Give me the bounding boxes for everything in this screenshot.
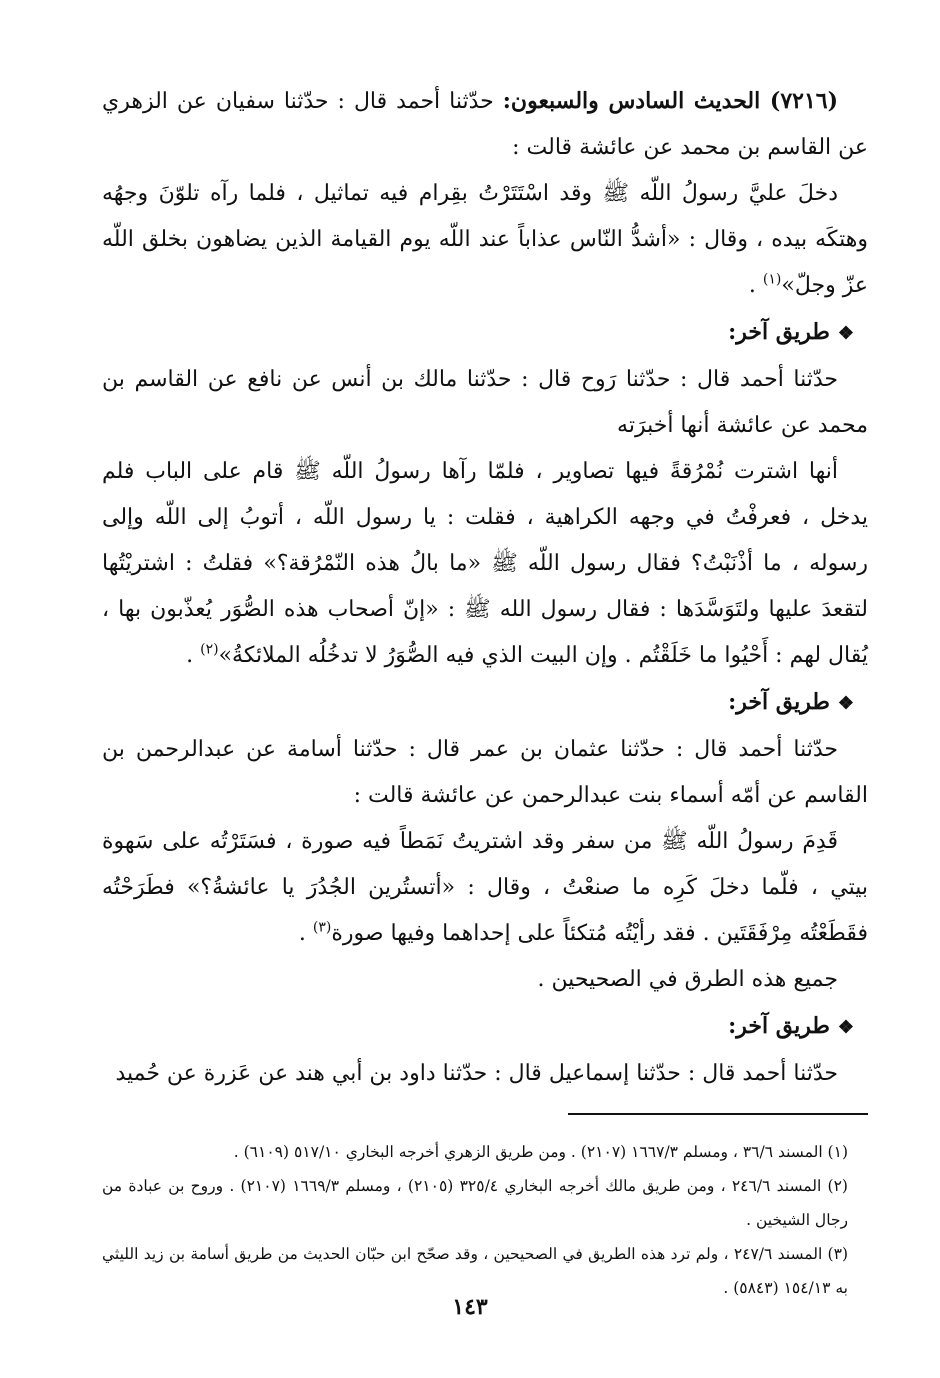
isnad-paragraph: حدّثنا أحمد قال : حدّثنا رَوح قال : حدّثنا مالك بن أنس عن نافع عن القاسم بن محمد عن عائشة أنها أخبرَته: [102, 367, 868, 438]
diamond-bullet-icon: ❖: [837, 693, 854, 714]
footnote-ref-3[interactable]: (٣): [312, 919, 332, 936]
heading-text: طريق آخر:: [728, 319, 830, 345]
heading-text: طريق آخر:: [728, 1013, 830, 1039]
isnad-paragraph: حدّثنا أحمد قال : حدّثنا إسماعيل قال : حدّثنا داود بن أبي هند عن عَزرة عن حُميد: [115, 1061, 838, 1086]
note-paragraph: جميع هذه الطرق في الصحيحين .: [537, 967, 838, 992]
matn-paragraph: [102, 819, 868, 957]
matn-paragraph: [102, 171, 868, 309]
footnote-3: (٣) المسند ٢٤٧/٦ ، ولم ترد هذه الطريق في الصحيحين ، وقد صحّح ابن حبّان الحديث من طريق أسامة بن زيد الليثي به ١٥٤/١٣ (٥٨٤٣) .: [102, 1245, 848, 1297]
footnote-2: (٢) المسند ٢٤٦/٦ ، ومن طريق مالك أخرجه البخاري ٣٢٥/٤ (٢١٠٥) ، ومسلم ١٦٦٩/٣ (٢١٠٧) . وروح بن عبادة من رجال الشيخين .: [102, 1177, 848, 1229]
diamond-bullet-icon: ❖: [837, 323, 854, 344]
punctuation: .: [748, 273, 763, 298]
punctuation: .: [298, 921, 313, 946]
section-heading: [102, 309, 868, 357]
page-number: ١٤٣: [452, 1294, 488, 1320]
footnotes: [102, 1135, 868, 1305]
heading-text: طريق آخر:: [728, 689, 830, 715]
isnad-text: حدّثنا أحمد قال : حدّثنا سفيان عن الزهري عن القاسم بن محمد عن عائشة قالت :: [102, 89, 868, 160]
footnote-ref-2[interactable]: (٢): [200, 641, 219, 658]
hadith-paragraph: [102, 78, 868, 171]
footnote-separator: [568, 1113, 868, 1115]
isnad-paragraph: حدّثنا أحمد قال : حدّثنا عثمان بن عمر قال : حدّثنا أسامة عن عبدالرحمن بن القاسم عن أمّه أسماء بنت عبدالرحمن عن عائشة قالت :: [102, 737, 868, 808]
matn-text: أنها اشترت نُمْرُقةً فيها تصاوير ، فلمّا رآها رسولُ اللّه ﷺ قام على الباب فلم يدخل ، فعرفْتُ في وجهه الكراهية ، فقلت : يا رسول اللّه ، أتوبُ إلى اللّه وإلى رسوله ، ما أذْنَبْتُ؟ فقال رسول اللّه ﷺ «ما بالُ هذه النّمْرُقة؟» فقلتُ : اشتريْتُها لتقعدَ عليها ولتَوَسَّدَها : فقال رسول الله ﷺ : «إنّ أصحاب هذه الصُّوَر يُعذّبون بها ، يُقال لهم : أَحْيُوا ما خَلَقْتُم . وإن البيت الذي فيه الصُّوَرُ لا تدخُلُه الملائكةُ»: [102, 459, 868, 668]
footnote-1: (١) المسند ٣٦/٦ ، ومسلم ١٦٦٧/٣ (٢١٠٧) . ومن طريق الزهري أخرجه البخاري ٥١٧/١٠ (٦١٠٩) .: [233, 1143, 848, 1161]
matn-paragraph: [102, 449, 868, 679]
punctuation: .: [186, 643, 201, 668]
hadith-heading: (٧٢١٦) الحديث السادس والسبعون:: [502, 88, 838, 114]
main-text: [102, 78, 868, 1097]
matn-text: دخلَ عليَّ رسولُ اللّه ﷺ وقد اسْتَتَرْتُ بقِرام فيه تماثيل ، فلما رآه تلوّنَ وجهُه وهتكَه بيده ، وقال : «أشدُّ النّاس عذاباً عند اللّه يوم القيامة الذين يضاهون بخلق اللّه عزّ وجلّ»: [102, 181, 868, 298]
section-heading: [102, 679, 868, 727]
matn-text: قَدِمَ رسولُ اللّه ﷺ من سفر وقد اشتريتُ نَمَطاً فيه صورة ، فسَتَرْتُه على سَهوة بيتي ، فلّما دخلَ كَرِه ما صنعْتُ ، وقال : «أتستُرين الجُدُرَ يا عائشةُ؟» فطَرَحْتُه فقَطَعْتُه مِرْفَقَتَين . فقد رأيْتُه مُتكئاً على إحداهما وفيها صورة: [102, 829, 868, 946]
diamond-bullet-icon: ❖: [837, 1017, 854, 1038]
footnote-ref-1[interactable]: (١): [762, 271, 782, 288]
section-heading: [102, 1003, 868, 1051]
